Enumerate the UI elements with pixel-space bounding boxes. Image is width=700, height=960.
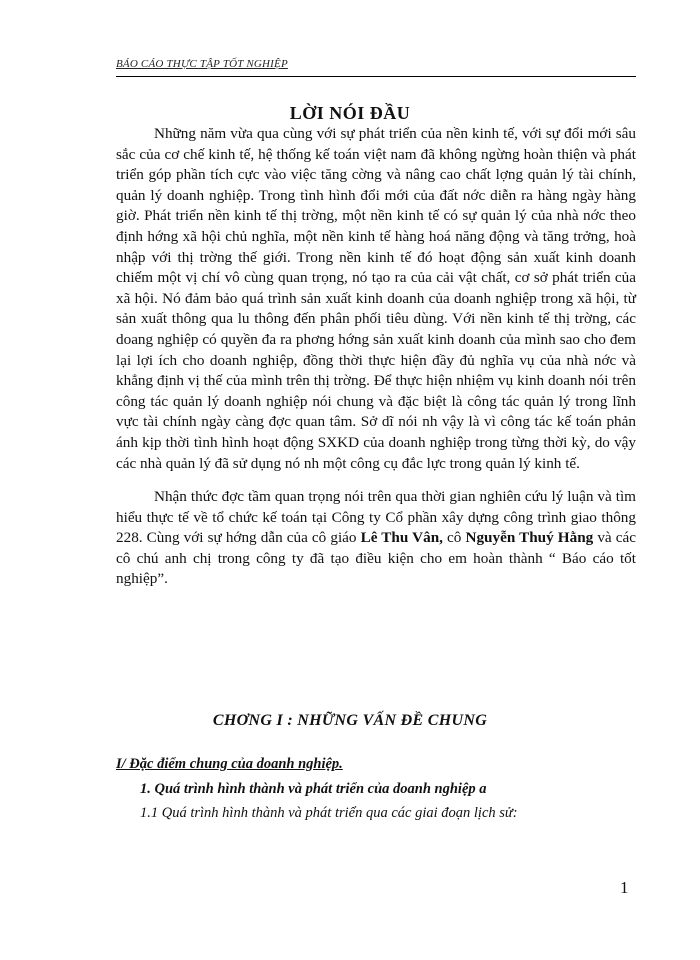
ack-name-1: Lê Thu Vân, bbox=[360, 529, 443, 547]
ack-text-3: và các cô chú anh chị trong công ty đã tạo điều kiện cho em hoàn thành “ Báo cáo tốt nghiệp”. bbox=[116, 529, 636, 588]
ack-name-2: Nguyễn Thuý Hằng bbox=[465, 529, 594, 547]
chapter-heading: CHƠNG I : NHỮNG VẤN ĐỀ CHUNG bbox=[212, 712, 488, 729]
ack-text-2: cô bbox=[442, 529, 466, 547]
body-text bbox=[116, 124, 636, 590]
header-text: BÁO CÁO THỰC TẬP TỐT NGHIỆP bbox=[116, 58, 288, 70]
page-number: 1 bbox=[620, 878, 629, 897]
page-title: LỜI NÓI ĐẦU bbox=[289, 103, 411, 123]
section-heading: I/ Đặc điểm chung của doanh nghiệp. bbox=[116, 756, 343, 772]
page-header bbox=[116, 58, 636, 77]
paragraph-intro: Những năm vừa qua cùng với sự phát triển của nền kinh tế, với sự đổi mới sâu sắc của cơ chế kinh tế, hệ thống kế toán việt nam đã không ngừng hoàn thiện và phát triển góp phần tích cực vào việc tăng cờng và nâng cao chất lợng quản lý tài chính, quản lý doanh nghiệp. Trong tình hình đổi mới của đất nớc diễn ra hàng ngày hàng giờ. Phát triển nền kinh tế thị trờng, một nền kinh tế có sự quản lý của nhà nớc theo định hớng xã hội chủ nghĩa, một nền kinh tế hàng hoá năng động và tăng trởng, hoà nhập với thị trờng thế giới. Trong nền kinh tế đó hoạt động sản xuất kinh doanh chiếm một vị chí vô cùng quan trọng, nó tạo ra của cải vật chất, cơ sở phát triển của xã hội. Nó đảm bảo quá trình sản xuất kinh doanh của doanh nghiệp trong xã hội, từ sản xuất thông qua lu thông đến phân phối tiêu dùng. Với nền kinh tế thị trờng, các doang nghiệp có quyền đa ra phơng hớng sản xuất kinh doanh của mình sao cho đem lại lợi ích cho doanh nghiệp, đồng thời thực hiện đầy đủ nghĩa vụ của nhà nớc và khẳng định vị thế của mình trên thị trờng. Để thực hiện nhiệm vụ kinh doanh nói trên công tác quản lý doanh nghiệp nói chung và đặc biệt là công tác quản lý trong lĩnh vực tài chính ngày càng đợc quan tâm. Sở dĩ nói nh vậy là vì công tác kế toán phản ánh kịp thời tình hình hoạt động SXKD của doanh nghiệp trong từng thời kỳ, do vậy các nhà quản lý đã sử dụng nó nh một công cụ đắc lực trong quản lý kinh tế. bbox=[116, 125, 636, 472]
subsection-heading: 1. Quá trình hình thành và phát triển của doanh nghiệp a bbox=[140, 781, 487, 797]
paragraph-acknowledgement bbox=[116, 487, 636, 590]
ack-text-1: Nhận thức đợc tầm quan trọng nói trên qua thời gian nghiên cứu lý luận và tìm hiểu thực tế về tổ chức kế toán tại Công ty Cổ phần xây dựng công trình giao thông 228. Cùng với sự hớng dẫn của cô giáo bbox=[116, 488, 636, 547]
subsubsection-heading: 1.1 Quá trình hình thành và phát triển qua các giai đoạn lịch sử: bbox=[140, 805, 518, 821]
